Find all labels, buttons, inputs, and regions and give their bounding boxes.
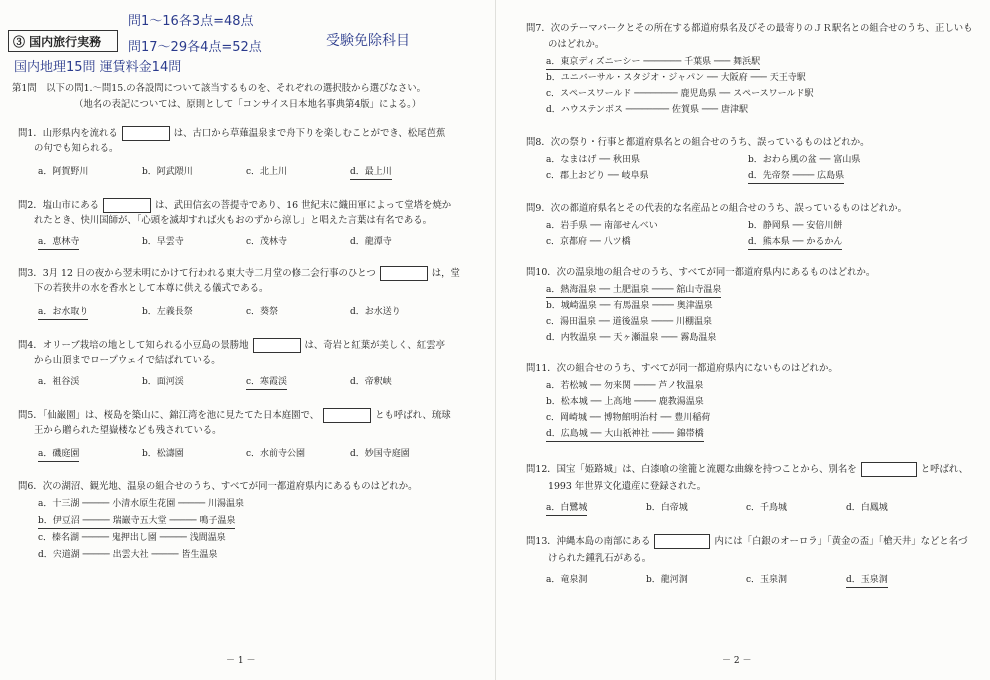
option-c[interactable]: c．榛名湖 ───── 鬼押出し園 ───── 浅間温泉 bbox=[38, 533, 226, 543]
option-b[interactable]: b．左義長祭 bbox=[142, 307, 193, 317]
answer-box bbox=[861, 462, 917, 477]
answer-box bbox=[323, 408, 371, 423]
handwritten-note-1: 問1〜16各3点=48点 bbox=[128, 14, 254, 29]
option-c[interactable]: c．寒霞渓 bbox=[246, 376, 287, 390]
option-d[interactable]: d．ハウステンボス ──────── 佐賀県 ─── 唐津駅 bbox=[546, 105, 748, 115]
option-b[interactable]: b．阿武隈川 bbox=[142, 167, 193, 177]
question-4-text: 問4．オリーブ栽培の地として知られる小豆島の景勝地 は、奇岩と紅葉が美しく、紅雲亭 bbox=[18, 340, 445, 351]
question-3-text: 問3．3月 12 日の夜から翌未明にかけて行われる東大寺二月堂の修二会行事のひとつ は，堂 bbox=[18, 268, 460, 279]
option-d[interactable]: d．宍道湖 ───── 出雲大社 ───── 皆生温泉 bbox=[38, 550, 218, 560]
question-10-text: 問10．次の温泉地の組合せのうち、すべてが同一都道府県内にあるものはどれか。 bbox=[526, 267, 876, 278]
question-3-text-cont: 下の若狭井の水を香水として本尊に供える儀式である。 bbox=[34, 283, 269, 294]
option-c[interactable]: c．湯田温泉 ── 道後温泉 ──── 川棚温泉 bbox=[546, 317, 713, 327]
question-5-text: 問5．「仙巌園」は、桜島を築山に、錦江湾を池に見たてた日本庭園で、 とも呼ばれ、琉球 bbox=[18, 410, 451, 421]
question-12-text-cont: 1993 年世界文化遺産に登録された。 bbox=[548, 481, 707, 492]
option-b[interactable]: b．面河渓 bbox=[142, 377, 184, 387]
option-c[interactable]: c．玉泉洞 bbox=[746, 575, 788, 585]
question-6-text: 問6．次の湖沼、観光地、温泉の組合せのうち、すべてが同一都道府県内にあるものはどれか。 bbox=[18, 481, 418, 492]
answer-box bbox=[253, 338, 301, 353]
question-13-text-cont: けられた鍾乳石がある。 bbox=[548, 553, 652, 564]
option-a[interactable]: a．東京ディズニーシー ─────── 千葉県 ─── 舞浜駅 bbox=[546, 56, 760, 70]
option-d[interactable]: d．お水送り bbox=[350, 307, 401, 317]
option-d[interactable]: d．龍潭寺 bbox=[350, 237, 392, 247]
option-a[interactable]: a．磯庭園 bbox=[38, 448, 79, 462]
question-5-text-cont: 王から贈られた望嶽楼なども残されている。 bbox=[34, 425, 222, 436]
option-c[interactable]: c．スペースワールド ──────── 鹿児島県 ── スペースワールド駅 bbox=[546, 89, 814, 99]
question-1-text: 問1．山形県内を流れる は、古口から草薙温泉まで舟下りを楽しむことができ、松尾芭蕉 bbox=[18, 128, 446, 139]
option-d[interactable]: d．内牧温泉 ── 天ヶ瀬温泉 ─── 霧島温泉 bbox=[546, 333, 717, 343]
page-number: － 2 － bbox=[722, 656, 752, 666]
option-b[interactable]: b．松本城 ── 上高地 ──── 鹿教湯温泉 bbox=[546, 397, 704, 407]
answer-box bbox=[103, 198, 151, 213]
handwritten-note-2: 問17〜29各4点=52点 bbox=[128, 40, 262, 55]
option-b[interactable]: b．静岡県 ── 安倍川餅 bbox=[748, 221, 843, 231]
option-d[interactable]: d．妙国寺庭園 bbox=[350, 449, 410, 459]
question-1-text-cont: の句でも知られる。 bbox=[34, 143, 119, 154]
option-a[interactable]: a．恵林寺 bbox=[38, 236, 79, 250]
option-a[interactable]: a．なまはげ ── 秋田県 bbox=[546, 155, 640, 165]
option-b[interactable]: b．松濤園 bbox=[142, 449, 184, 459]
option-d[interactable]: d．白鳳城 bbox=[846, 503, 888, 513]
option-b[interactable]: b．おわら風の盆 ── 富山県 bbox=[748, 155, 861, 165]
option-d[interactable]: d．先帝祭 ──── 広島県 bbox=[748, 170, 844, 184]
answer-box bbox=[122, 126, 170, 141]
option-d[interactable]: d．最上川 bbox=[350, 166, 392, 180]
option-c[interactable]: c．茂林寺 bbox=[246, 237, 288, 247]
option-b[interactable]: b．伊豆沼 ───── 瑞巌寺五大堂 ───── 鳴子温泉 bbox=[38, 515, 235, 529]
option-a[interactable]: a．十三湖 ───── 小清水原生花園 ───── 川湯温泉 bbox=[38, 499, 245, 509]
question-7-text: 問7．次のテーマパークとその所在する都道府県名及びその最寄りのＪＲ駅名との組合せのうち、正しいも bbox=[526, 23, 973, 34]
option-d[interactable]: d．広島城 ── 大山祇神社 ──── 錦帯橋 bbox=[546, 428, 704, 442]
instruction: 第1問 以下の問1.〜問15.の各設問について該当するものを、それぞれの選択肢から選びなさい。 bbox=[12, 83, 427, 94]
question-8-text: 問8．次の祭り・行事と都道府県名との組合せのうち、誤っているものはどれか。 bbox=[526, 137, 870, 148]
question-4-text-cont: から山頂までロープウェイで結ばれている。 bbox=[34, 355, 221, 366]
option-b[interactable]: b．龍河洞 bbox=[646, 575, 688, 585]
handwritten-note-exam: 受験免除科目 bbox=[326, 33, 410, 49]
option-a[interactable]: a．熱海温泉 ── 土肥温泉 ──── 舘山寺温泉 bbox=[546, 284, 721, 298]
answer-box bbox=[654, 534, 710, 549]
option-c[interactable]: c．郡上おどり ── 岐阜県 bbox=[546, 171, 649, 181]
option-c[interactable]: c．葵祭 bbox=[246, 307, 279, 317]
option-a[interactable]: a．お水取り bbox=[38, 306, 88, 320]
option-a[interactable]: a．竜泉洞 bbox=[546, 575, 588, 585]
option-a[interactable]: a．若松城 ── 勿来関 ──── 芦ノ牧温泉 bbox=[546, 381, 704, 391]
option-c[interactable]: c．北上川 bbox=[246, 167, 288, 177]
question-11-text: 問11．次の組合せのうち、すべてが同一都道府県内にないものはどれか。 bbox=[526, 363, 838, 374]
option-b[interactable]: b．ユニバーサル・スタジオ・ジャパン ── 大阪府 ─── 天王寺駅 bbox=[546, 73, 806, 83]
option-c[interactable]: c．京都府 ── 八ツ橋 bbox=[546, 237, 631, 247]
question-2-text: 問2．塩山市にある は、武田信玄の菩提寺であり、16 世紀末に織田軍によって堂塔を焼か bbox=[18, 200, 452, 211]
option-a[interactable]: a．岩手県 ── 南部せんべい bbox=[546, 221, 658, 231]
instruction-note: （地名の表記については、原則として「コンサイス日本地名事典第4版」による。） bbox=[74, 99, 422, 110]
section-title: ③ 国内旅行実務 bbox=[8, 30, 118, 52]
option-b[interactable]: b．城崎温泉 ── 有馬温泉 ──── 奥津温泉 bbox=[546, 301, 713, 311]
question-12-text: 問12．国宝「姫路城」は、白漆喰の塗籠と流麗な曲線を持つことから、別名を と呼ばれ、 bbox=[526, 464, 969, 475]
question-9-text: 問9．次の都道府県名とその代表的な名産品との組合せのうち、誤っているものはどれか。 bbox=[526, 203, 907, 214]
question-13-text: 問13．沖縄本島の南部にある 内には「白銀のオーロラ」「黄金の盃」「槍天井」などと名づ bbox=[526, 536, 968, 547]
option-c[interactable]: c．千鳥城 bbox=[746, 503, 788, 513]
answer-box bbox=[380, 266, 428, 281]
page-number: － 1 － bbox=[226, 656, 256, 666]
option-c[interactable]: c．岡崎城 ── 博物館明治村 ── 豊川稲荷 bbox=[546, 413, 711, 423]
option-d[interactable]: d．玉泉洞 bbox=[846, 574, 888, 588]
option-b[interactable]: b．早雲寺 bbox=[142, 237, 184, 247]
question-2-text-cont: れたとき、快川国師が、「心頭を滅却すれば火もおのずから涼し」と唱えた言葉は有名である。 bbox=[34, 215, 433, 226]
question-7-text-cont: のはどれか。 bbox=[548, 39, 605, 50]
option-d[interactable]: d．熊本県 ── かるかん bbox=[748, 236, 842, 250]
option-c[interactable]: c．水前寺公園 bbox=[246, 449, 306, 459]
option-d[interactable]: d．帝釈峡 bbox=[350, 377, 392, 387]
option-a[interactable]: a．阿賀野川 bbox=[38, 167, 89, 177]
option-a[interactable]: a．祖谷渓 bbox=[38, 377, 80, 387]
option-a[interactable]: a．白鷺城 bbox=[546, 502, 587, 516]
page-2 bbox=[495, 0, 990, 680]
handwritten-note-3: 国内地理15問 運賃料金14問 bbox=[14, 60, 182, 75]
option-b[interactable]: b．白帝城 bbox=[646, 503, 688, 513]
